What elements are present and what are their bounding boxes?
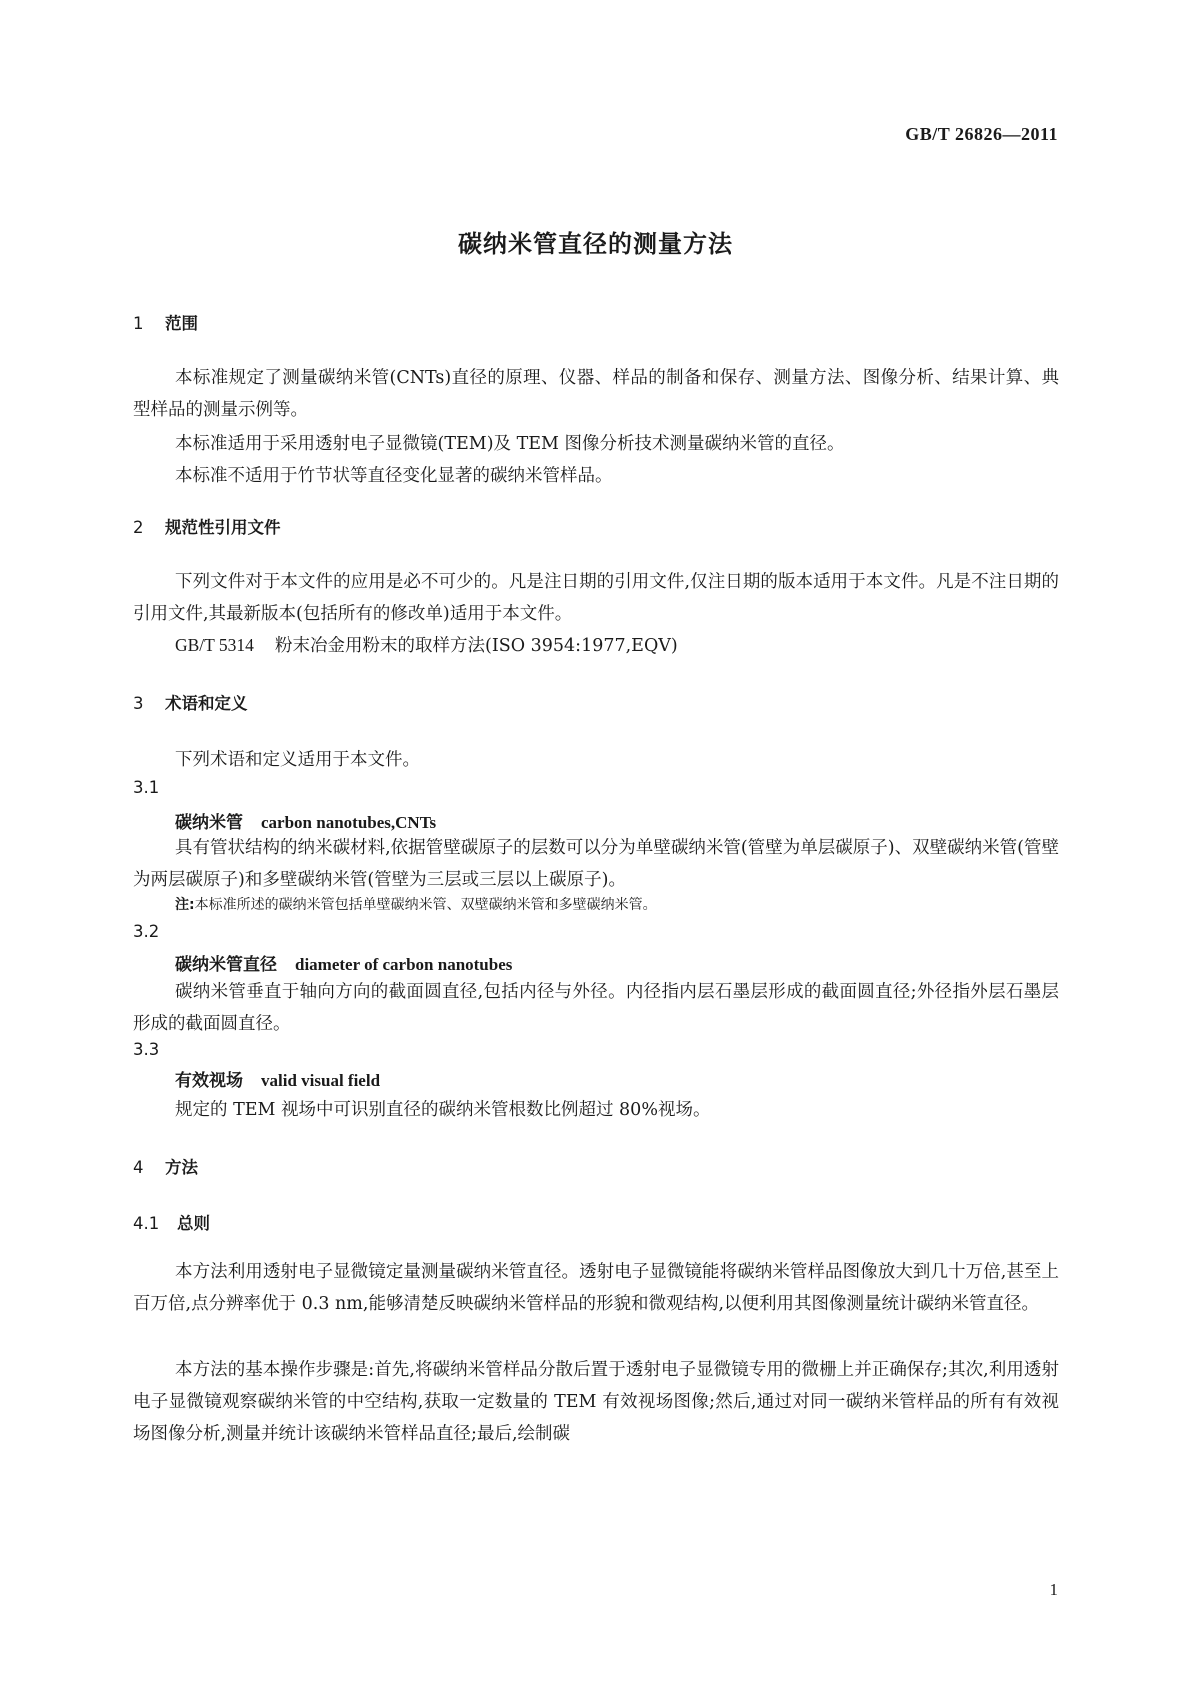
term-chinese: 碳纳米管直径 (175, 955, 277, 975)
standard-code: GB/T 26826—2011 (905, 124, 1058, 144)
reference-title: 粉末冶金用粉末的取样方法(ISO 3954:1977,EQV) (275, 636, 678, 656)
reference-code: GB/T 5314 (175, 635, 254, 655)
section-1-paragraph-1: 本标准规定了测量碳纳米管(CNTs)直径的原理、仪器、样品的制备和保存、测量方法、图像分析、结果计算、典型样品的测量示例等。 (133, 368, 1059, 420)
term-chinese: 有效视场 (175, 1071, 243, 1091)
section-title: 规范性引用文件 (165, 518, 281, 537)
section-title: 方法 (165, 1158, 198, 1177)
section-3-heading (133, 690, 248, 714)
term-english: valid visual field (261, 1071, 381, 1090)
term-3-1-note (175, 894, 657, 914)
term-chinese: 碳纳米管 (175, 813, 243, 833)
term-3-1-definition: 具有管状结构的纳米碳材料,依据管壁碳原子的层数可以分为单壁碳纳米管(管壁为单层碳原子)、双壁碳纳米管(管壁为两层碳原子)和多壁碳纳米管(管壁为三层或三层以上碳原子)。 (133, 838, 1059, 890)
term-3-2-definition: 碳纳米管垂直于轴向方向的截面圆直径,包括内径与外径。内径指内层石墨层形成的截面圆直径;外径指外层石墨层形成的截面圆直径。 (133, 982, 1059, 1034)
section-2-heading (133, 514, 281, 538)
section-4-1-paragraph-1: 本方法利用透射电子显微镜定量测量碳纳米管直径。透射电子显微镜能将碳纳米管样品图像放大到几十万倍,甚至上百万倍,点分辨率优于 0.3 nm,能够清楚反映碳纳米管样品的形貌和微观结构,以便利用其图像测量统计碳纳米管直径。 (133, 1262, 1059, 1314)
document-title: 碳纳米管直径的测量方法 (458, 230, 733, 258)
term-english: carbon nanotubes,CNTs (261, 813, 437, 832)
term-3-2-number: 3.2 (133, 922, 160, 941)
section-4-1-paragraph-2: 本方法的基本操作步骤是:首先,将碳纳米管样品分散后置于透射电子显微镜专用的微栅上并正确保存;其次,利用透射电子显微镜观察碳纳米管的中空结构,获取一定数量的 TEM 有效视场图像;然后,通过对同一碳纳米管样品的所有有效视场图像分析,测量并统计该碳纳米管样品直径;最后,绘制碳 (133, 1360, 1059, 1444)
section-1-paragraph-3: 本标准不适用于竹节状等直径变化显著的碳纳米管样品。 (175, 466, 613, 486)
term-3-1 (175, 808, 436, 833)
term-3-2 (175, 950, 512, 975)
subsection-number: 4.1 (133, 1214, 160, 1233)
normative-reference (175, 632, 678, 657)
section-3-intro: 下列术语和定义适用于本文件。 (175, 750, 420, 770)
section-number: 3 (133, 694, 144, 713)
section-1-paragraph-2: 本标准适用于采用透射电子显微镜(TEM)及 TEM 图像分析技术测量碳纳米管的直径。 (175, 434, 845, 454)
term-english: diameter of carbon nanotubes (295, 955, 513, 974)
section-2-paragraph-1: 下列文件对于本文件的应用是必不可少的。凡是注日期的引用文件,仅注日期的版本适用于本文件。凡是不注日期的引用文件,其最新版本(包括所有的修改单)适用于本文件。 (133, 572, 1059, 624)
section-title: 范围 (165, 314, 198, 333)
section-1-heading (133, 310, 198, 334)
subsection-4-1-heading (133, 1210, 210, 1234)
term-3-3-definition: 规定的 TEM 视场中可识别直径的碳纳米管根数比例超过 80%视场。 (175, 1100, 711, 1120)
section-title: 术语和定义 (165, 694, 248, 713)
term-3-1-number: 3.1 (133, 778, 160, 797)
section-number: 2 (133, 518, 144, 537)
note-text: 本标准所述的碳纳米管包括单壁碳纳米管、双壁碳纳米管和多壁碳纳米管。 (194, 897, 657, 913)
note-label: 注: (175, 897, 195, 913)
section-4-heading (133, 1154, 198, 1178)
section-number: 4 (133, 1158, 144, 1177)
subsection-title: 总则 (177, 1214, 210, 1233)
section-number: 1 (133, 314, 144, 333)
term-3-3 (175, 1066, 380, 1091)
term-3-3-number: 3.3 (133, 1040, 160, 1059)
page-number: 1 (1049, 1580, 1058, 1599)
